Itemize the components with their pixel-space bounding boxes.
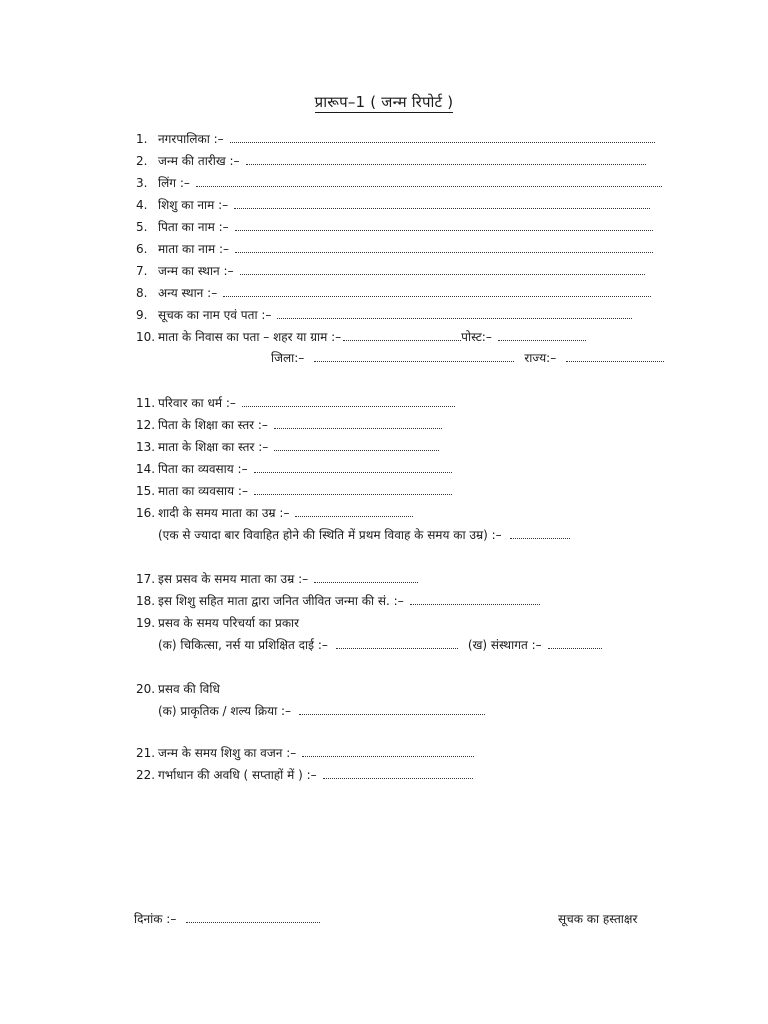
field-row-delivery-type <box>158 702 485 720</box>
field-row-father-education <box>136 416 442 434</box>
field-row-mother-address <box>136 328 586 346</box>
field-row-religion <box>136 394 455 412</box>
field-number: 18. <box>136 594 156 608</box>
field-label: गर्भाधान की अवधि ( सप्ताहों में ) :– <box>158 768 317 782</box>
field-number: 10. <box>136 330 156 344</box>
field-number: 5. <box>136 220 148 234</box>
blank-line[interactable] <box>295 506 413 517</box>
field-label: इस प्रसव के समय माता का उम्र :– <box>158 572 309 586</box>
blank-line[interactable] <box>323 768 473 779</box>
field-number: 22. <box>136 768 156 782</box>
form-title-text: प्रारूप–1 ( जन्म रिपोर्ट ) <box>314 93 454 111</box>
field-label: (क) चिकित्सा, नर्स या प्रशिक्षित दाई :– <box>158 638 328 652</box>
field-row-delivery-method <box>136 680 220 698</box>
field-number: 12. <box>136 418 156 432</box>
field-label: (एक से ज्यादा बार विवाहित होने की स्थिति में प्रथम विवाह के समय का उम्र) :– <box>158 528 502 542</box>
signature-label: सूचक का हस्ताक्षर <box>558 912 638 926</box>
blank-line[interactable] <box>223 286 651 297</box>
field-row-mother-occupation <box>136 482 452 500</box>
blank-line[interactable] <box>314 351 514 362</box>
blank-line[interactable] <box>336 638 458 649</box>
field-label: लिंग :– <box>158 176 190 190</box>
blank-line[interactable] <box>274 418 442 429</box>
field-row-first-marriage-age <box>158 526 570 544</box>
field-number: 4. <box>136 198 148 212</box>
institutional-label: (ख) संस्थागत :– <box>467 638 542 652</box>
field-row-district-state <box>271 349 664 367</box>
field-number: 19. <box>136 616 156 630</box>
blank-line[interactable] <box>235 242 653 253</box>
field-row-birth-weight <box>136 744 474 762</box>
blank-line[interactable] <box>302 746 474 757</box>
blank-line[interactable] <box>548 638 602 649</box>
signature-field <box>558 910 637 927</box>
field-row-gender <box>136 174 662 192</box>
blank-line[interactable] <box>314 572 418 583</box>
field-number: 15. <box>136 484 156 498</box>
field-number: 8. <box>136 286 148 300</box>
field-label: अन्य स्थान :– <box>158 286 218 300</box>
blank-line[interactable] <box>510 528 570 539</box>
blank-line[interactable] <box>242 396 455 407</box>
field-label: सूचक का नाम एवं पता :– <box>158 308 272 322</box>
field-row-father-occupation <box>136 460 452 478</box>
field-row-mother-age-delivery <box>136 570 418 588</box>
field-label: इस शिशु सहित माता द्वारा जनित जीवित जन्मा की सं. :– <box>158 594 404 608</box>
blank-line[interactable] <box>240 264 645 275</box>
field-label: जन्म की तारीख :– <box>158 154 240 168</box>
date-label: दिनांक :– <box>134 912 177 926</box>
blank-line[interactable] <box>254 484 452 495</box>
field-number: 9. <box>136 308 148 322</box>
field-row-child-name <box>136 196 650 214</box>
field-number: 7. <box>136 264 148 278</box>
field-number: 6. <box>136 242 148 256</box>
field-row-informant <box>136 306 632 324</box>
field-row-gestation <box>136 766 473 784</box>
field-row-birth-place <box>136 262 645 280</box>
field-label: पिता का नाम :– <box>158 220 229 234</box>
blank-line[interactable] <box>234 198 650 209</box>
field-row-other-place <box>136 284 651 302</box>
blank-line[interactable] <box>299 704 485 715</box>
date-field <box>134 910 320 927</box>
field-number: 11. <box>136 396 156 410</box>
blank-line[interactable] <box>235 220 653 231</box>
field-number: 2. <box>136 154 148 168</box>
blank-line[interactable] <box>254 462 452 473</box>
blank-line[interactable] <box>274 440 439 451</box>
blank-line[interactable] <box>277 308 632 319</box>
field-row-mother-name <box>136 240 653 258</box>
field-label: परिवार का धर्म :– <box>158 396 236 410</box>
field-label: (क) प्राकृतिक / शल्य क्रिया :– <box>158 704 292 718</box>
field-label: शादी के समय माता का उम्र :– <box>158 506 290 520</box>
field-row-birth-date <box>136 152 646 170</box>
state-label: राज्य:– <box>524 351 557 365</box>
field-row-marriage-age <box>136 504 413 522</box>
field-row-delivery-attendance <box>136 614 299 632</box>
field-label: नगरपालिका :– <box>158 132 224 146</box>
field-number: 16. <box>136 506 156 520</box>
field-row-municipality <box>136 130 655 148</box>
field-label: प्रसव की विधि <box>158 682 220 696</box>
blank-line[interactable] <box>196 176 662 187</box>
form-title <box>0 92 768 112</box>
district-label: जिला:– <box>271 351 305 365</box>
field-label: शिशु का नाम :– <box>158 198 229 212</box>
field-number: 14. <box>136 462 156 476</box>
blank-line[interactable] <box>566 351 664 362</box>
field-label: पिता का व्यवसाय :– <box>158 462 248 476</box>
field-label: पिता के शिक्षा का स्तर :– <box>158 418 268 432</box>
field-row-attendance-type <box>158 636 602 654</box>
field-label: माता का नाम :– <box>158 242 229 256</box>
blank-line[interactable] <box>498 330 586 341</box>
field-number: 1. <box>136 132 148 146</box>
blank-line[interactable] <box>246 154 646 165</box>
post-label: पोस्ट:– <box>461 330 492 344</box>
field-label: माता का व्यवसाय :– <box>158 484 248 498</box>
field-row-mother-education <box>136 438 439 456</box>
field-number: 17. <box>136 572 156 586</box>
field-label: माता के निवास का पता – शहर या ग्राम :– <box>158 330 342 344</box>
field-label: प्रसव के समय परिचर्या का प्रकार <box>158 616 300 630</box>
field-row-live-births <box>136 592 540 610</box>
field-label: माता के शिक्षा का स्तर :– <box>158 440 269 454</box>
field-row-father-name <box>136 218 653 236</box>
field-label: जन्म के समय शिशु का वजन :– <box>158 746 297 760</box>
blank-line[interactable] <box>186 912 320 923</box>
field-number: 21. <box>136 746 156 760</box>
field-number: 20. <box>136 682 156 696</box>
field-number: 3. <box>136 176 148 190</box>
blank-line[interactable] <box>230 132 655 143</box>
blank-line[interactable] <box>343 330 461 341</box>
field-number: 13. <box>136 440 156 454</box>
blank-line[interactable] <box>410 594 540 605</box>
field-label: जन्म का स्थान :– <box>158 264 234 278</box>
